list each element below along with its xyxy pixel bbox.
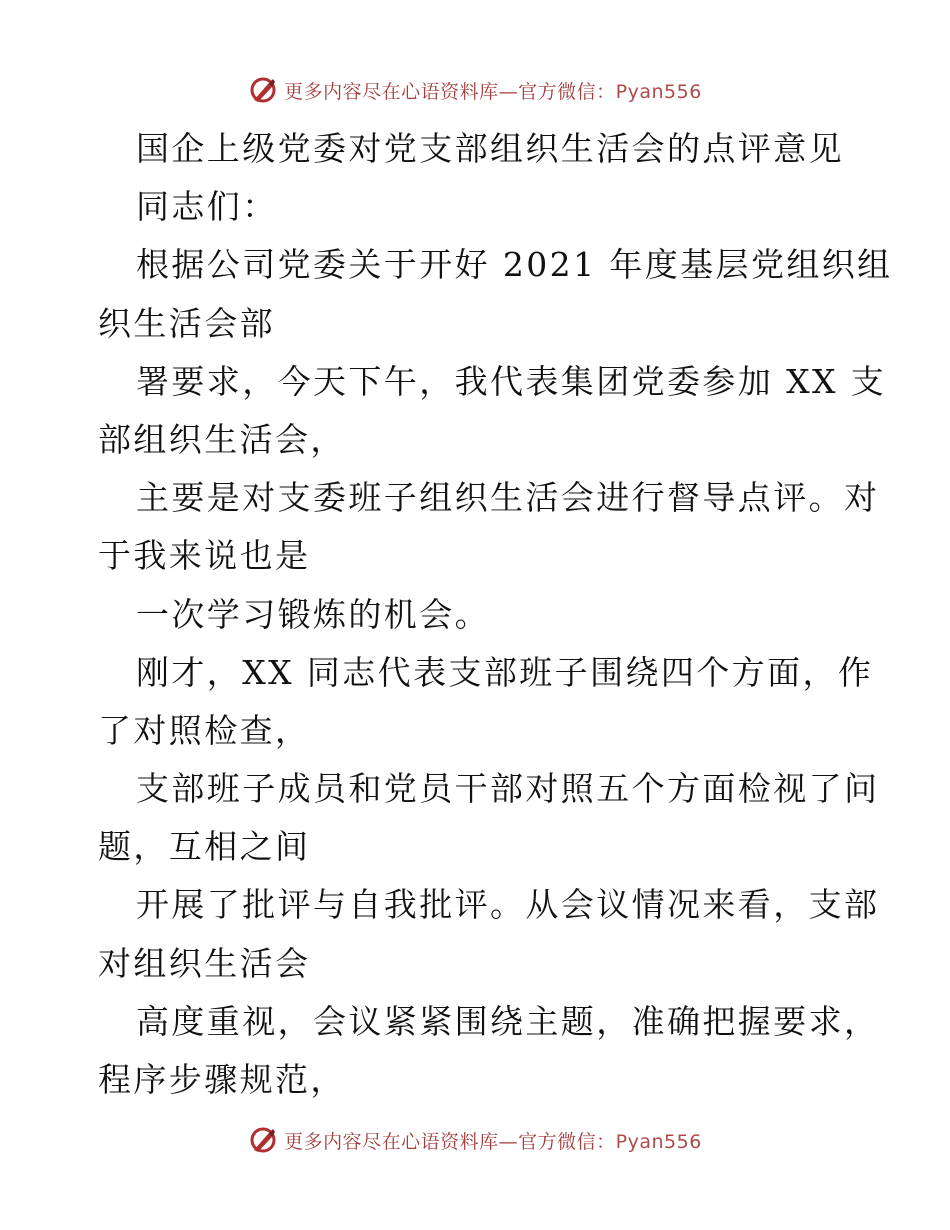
text-line: 高度重视，会议紧紧围绕主题，准确把握要求， [136,1001,880,1041]
text-line: 于我来说也是 [98,536,311,576]
pen-logo-icon [248,1125,278,1155]
text-line: 开展了批评与自我批评。从会议情况来看，支部 [136,885,880,925]
watermark-banner-top [0,70,950,110]
document-title: 国企上级党委对党支部组织生活会的点评意见 [136,129,844,168]
text-line: 程序步骤规范， [98,1060,346,1099]
text-line: 根据公司党委关于开好 2021 年度基层党组织组 [136,245,893,285]
watermark-banner-bottom [0,1120,950,1160]
document-body [98,120,893,1109]
text-line: 主要是对支委班子组织生活会进行督导点评。对 [136,478,880,518]
text-line: 题，互相之间 [98,827,311,867]
watermark-text: 更多内容尽在心语资料库—官方微信：Pyan556 [284,80,702,103]
text-line: 对组织生活会 [98,943,311,983]
text-line: 部组织生活会， [98,419,346,459]
text-line: 一次学习锻炼的机会。 [136,594,490,634]
pen-logo-icon [248,75,278,105]
text-line: 刚才，XX 同志代表支部班子围绕四个方面，作 [136,652,874,692]
text-line: 了对照检查， [98,710,311,750]
text-line: 同志们： [136,187,278,227]
text-line: 支部班子成员和党员干部对照五个方面检视了问 [136,769,880,809]
text-line: 织生活会部 [98,303,275,343]
text-line: 署要求，今天下午，我代表集团党委参加 XX 支 [136,361,887,401]
watermark-text: 更多内容尽在心语资料库—官方微信：Pyan556 [284,1130,702,1153]
